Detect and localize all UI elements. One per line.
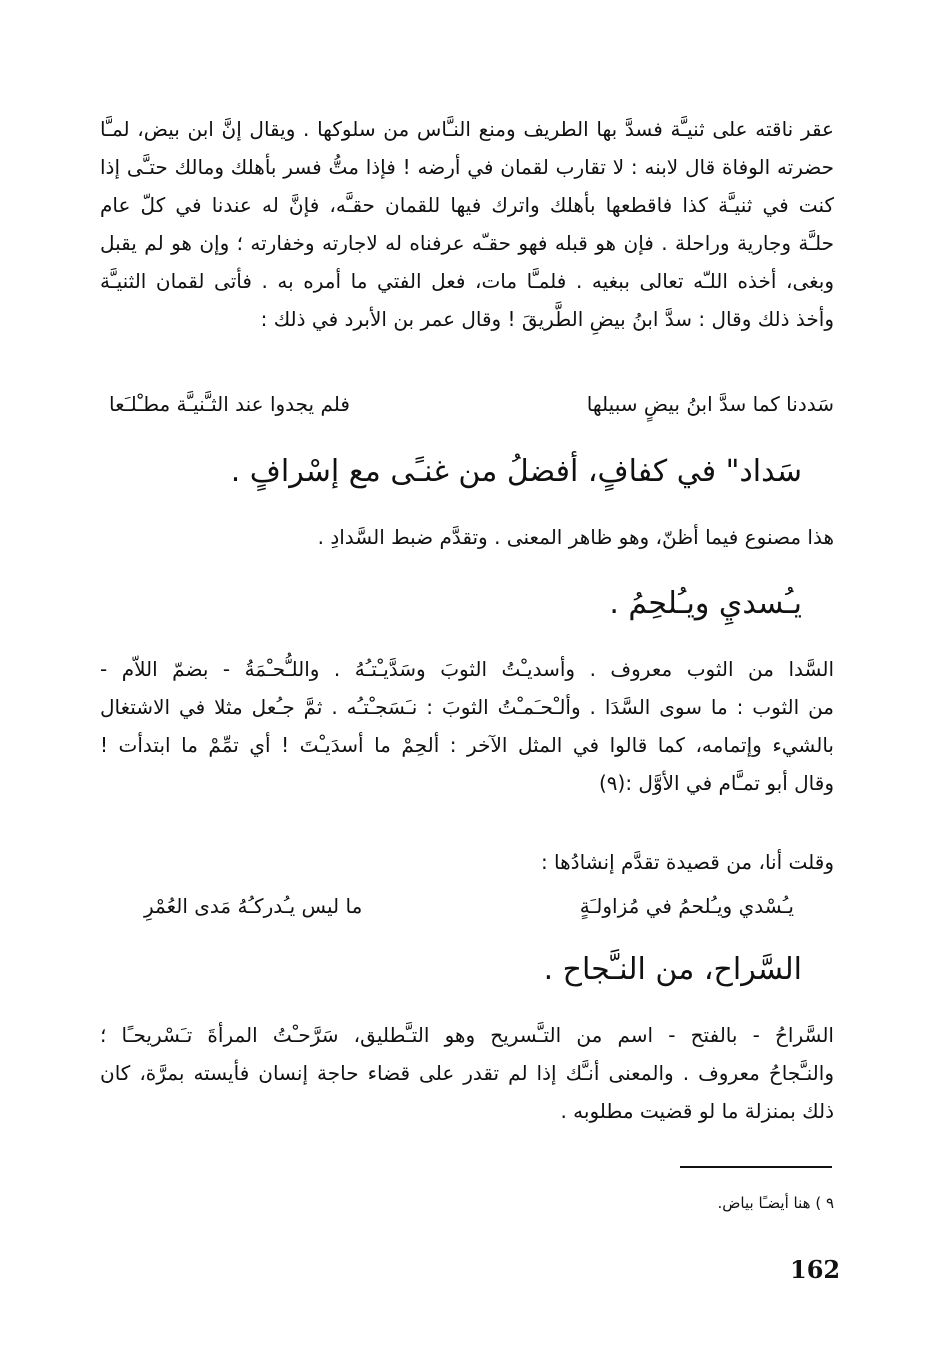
verse-second-hemistich: ما ليس يـُدركـُهُ مَدى العُمْرِ (144, 894, 363, 918)
text-line: ذلك بمنزلة ما لو قضيت مطلوبه . (560, 1099, 834, 1123)
text-line: عقر ناقته على ثنيـَّة فسدَّ بها الطريف ومنع النـَّاس من سلوكها . ويقال إنَّ ابن بيض، لمـَّا (100, 117, 834, 141)
verse-second-hemistich: فلم يجدوا عند الثـَّنيـَّة مطـْلـَعا (109, 392, 350, 416)
paragraph-commentary: هذا مصنوع فيما أظنّ، وهو ظاهر المعنى . وتقدَّم ضبط السَّدادِ . (317, 525, 834, 549)
footnote: ٩ ) هنا أيضـًا بياض. (717, 1194, 834, 1212)
poem-verse (109, 385, 834, 423)
page-number: 162 (790, 1255, 841, 1284)
text-line: وقال أبو تمـَّام في الأوَّل :(٩) (598, 771, 834, 795)
text-line: من الثوب : ما سوى السَّدَا . وألـْحـَمـْتُ الثوبَ : نـَسَجـْتـُه . ثمَّ جـُعل مثلا في الاشتغال (100, 695, 834, 719)
proverb-heading: السَّراح، من النـَّجاح . (543, 952, 802, 987)
text-line: والنـَّجاحُ معروف . والمعنى أنـَّك إذا لم تقدر على قضاء حاجة إنسان فأيسته بمرَّة، كان (100, 1061, 834, 1085)
proverb-heading: سَداد" في كفافٍ، أفضلُ من غنـًى مع إسْرافٍ . (230, 454, 802, 489)
text-line: بالشيء وإتمامه، كما قالوا في المثل الآخر : ألحِمْ ما أسدَيـْتَ ! أي تمِّمْ ما ابتدأت ! (100, 733, 834, 757)
text-line: حلـَّة وجارية وراحلة . فإن هو قبله فهو حقـّه عرفناه له لاجارته وخفارته ؛ وإن هو لم يقبل (100, 231, 834, 255)
text-line: حضرته الوفاة قال لابنه : لا تقارب لقمان في أرضه ! فإذا متُّ فسر بأهلك ومالك حتـَّى إذا (100, 155, 834, 179)
paragraph-intro: وقلت أنا، من قصيدة تقدَّم إنشادُها : (540, 850, 834, 874)
poem-verse (144, 887, 794, 925)
paragraph-definition (100, 650, 834, 802)
footnote-separator (680, 1166, 832, 1168)
text-line: وأخذ ذلك وقال : سدَّ ابنُ بيضِ الطَّريقَ ! وقال عمر بن الأبرد في ذلك : (260, 307, 834, 331)
text-line: كنت في ثنيـَّة كذا فاقطعها بأهلك واترك فيها للقمان حقـَّه، فإنَّ له عندنا في كلّ عام (100, 193, 834, 217)
text-line: السَّراحُ - بالفتح - اسم من التـَّسريح وهو التـَّطليق، سَرَّحـْتُ المرأةَ تـَسْريحـًا ؛ (100, 1023, 834, 1047)
paragraph-lokman-story (100, 110, 834, 338)
verse-first-hemistich: سَددنا كما سدَّ ابنُ بيضٍ سبيلها (586, 392, 834, 416)
proverb-heading: يـُسديِ ويـُلحِمُ . (609, 586, 802, 621)
text-line: وبغى، أخذه اللـّه تعالى ببغيه . فلمـَّا مات، فعل الفتي ما أمره به . فأتى لقمان الثنيـَّة (100, 269, 834, 293)
paragraph-explanation (100, 1016, 834, 1130)
verse-first-hemistich: يـُسْدي ويـُلحمُ في مُزاولـَةٍ (579, 894, 794, 918)
text-line: السَّدا من الثوب معروف . وأسديـْتُ الثوبَ وسَدَّيـْتـُهُ . واللـُّحـْمَةُ - بضمّ اللاّم - (100, 657, 834, 681)
